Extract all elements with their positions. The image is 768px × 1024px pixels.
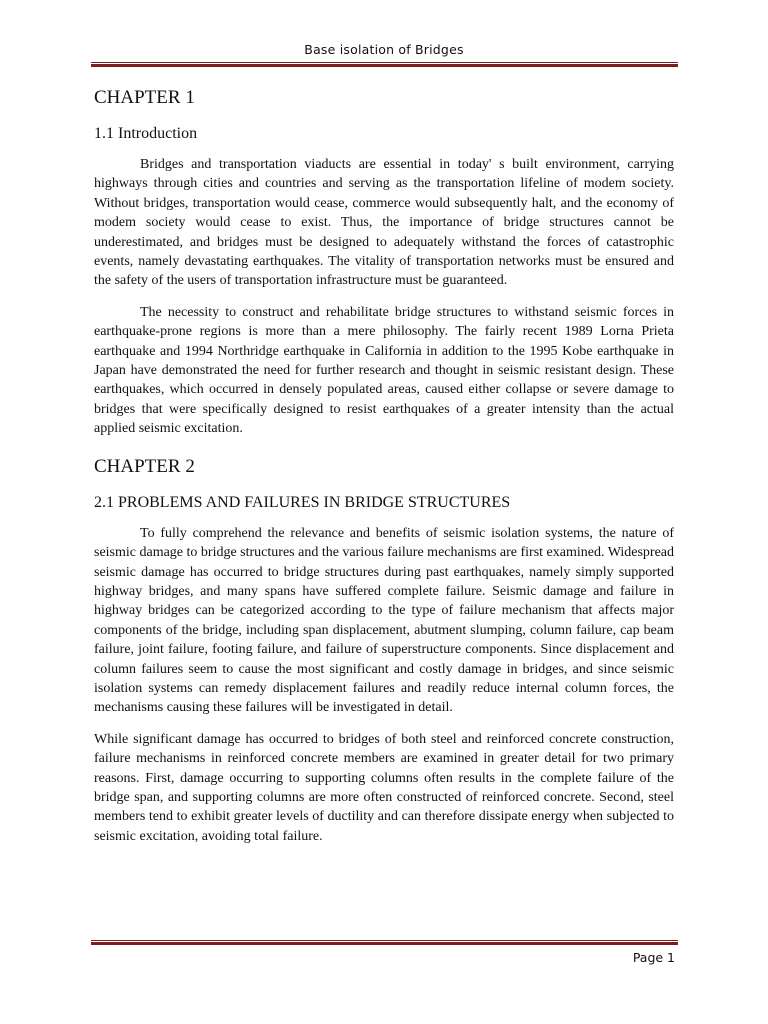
paragraph: To fully comprehend the relevance and benefits of seismic isolation systems, the nature of seismic damage to bridge structures and the various failure mechanisms are first examined. Widespread seismic damage has occurred to bridge structures during past earthquakes, namely simply supported highway bridges, and many spans have suffered complete failure. Seismic damage and failure in highway bridges can be categorized according to the type of failure mechanism that affects major components of the bridge, including span displacement, abutment slumping, column failure, cap beam failure, joint failure, footing failure, and failure of superstructure components. Since displacement and column failures seem to cause the most significant and costly damage in bridges, and since seismic isolation systems can remedy displacement failures and readily reduce internal column forces, the mechanisms causing these failures will be investigated in detail. (94, 525, 674, 716)
paragraph: Bridges and transportation viaducts are essential in today' s built environment, carrying highways through cities and countries and serving as the transportation lifeline of modem society. Without bridges, transportation would cease, commerce would subsequently halt, and the economy of modem society would cease to exist. Thus, the importance of bridge structures cannot be underestimated, and bridges must be designed to adequately withstand the forces of catastrophic events, namely devastating earthquakes. The vitality of transportation networks must be ensured and the safety of the users of transportation infrastructure must be guaranteed. (94, 157, 674, 289)
running-header-title: Base isolation of Bridges (304, 42, 464, 57)
section-1-1-heading: 1.1 Introduction (94, 125, 198, 142)
page-number: Page 1 (632, 950, 675, 965)
document-body (94, 86, 674, 858)
chapter-1-heading: CHAPTER 1 (94, 87, 195, 108)
section-2-1-heading: 2.1 PROBLEMS AND FAILURES IN BRIDGE STRUCTURES (94, 493, 511, 511)
header-divider (91, 62, 678, 67)
chapter-2-heading: CHAPTER 2 (94, 455, 195, 477)
footer-divider (91, 940, 678, 945)
paragraph: The necessity to construct and rehabilitate bridge structures to withstand seismic forces in earthquake-prone regions is more than a mere philosophy. The fairly recent 1989 Lorna Prieta earthquake and 1994 Northridge earthquake in California in addition to the 1995 Kobe earthquake in Japan have demonstrated the need for further research and thought in seismic resistant design. These earthquakes, which occurred in densely populated areas, caused either collapse or severe damage to bridges that were specifically designed to resist earthquakes of a greater intensity than the actual applied seismic excitation. (94, 304, 674, 437)
paragraph: While significant damage has occurred to bridges of both steel and reinforced concrete construction, failure mechanisms in reinforced concrete members are examined in greater detail for two primary reasons. First, damage occurring to supporting columns often results in the complete failure of the bridge span, and supporting columns are more often constructed of reinforced concrete. Second, steel members tend to exhibit greater levels of ductility and can therefore dissipate energy when subjected to seismic excitation, avoiding total failure. (94, 731, 674, 844)
